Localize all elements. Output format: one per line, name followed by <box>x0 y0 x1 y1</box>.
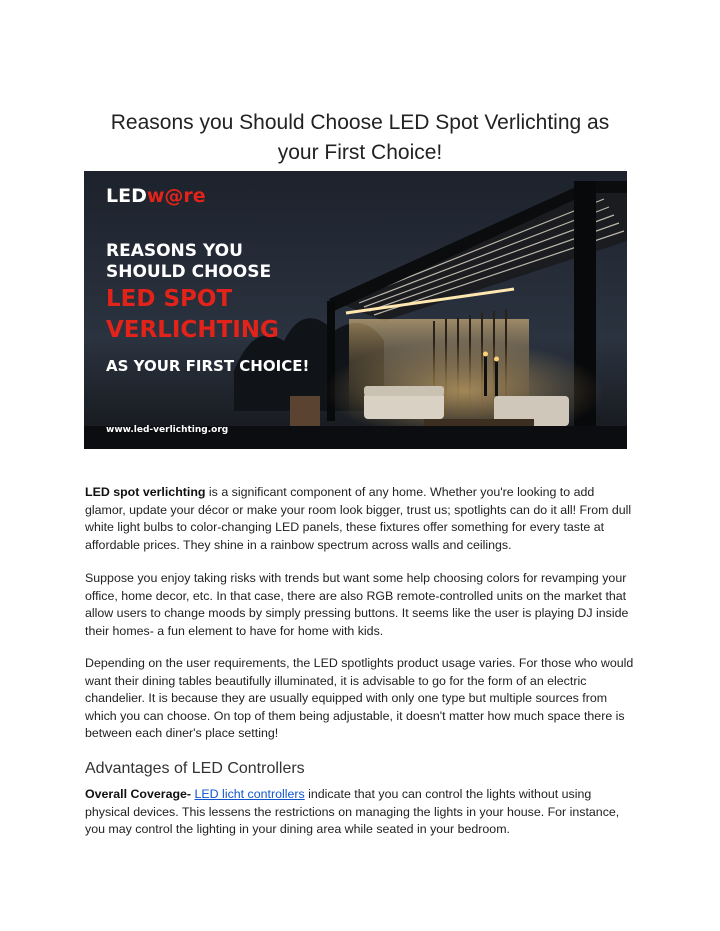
banner-line-3: LED SPOT <box>106 286 233 312</box>
title-line-1: Reasons you Should Choose LED Spot Verlichting as <box>110 111 610 134</box>
paragraph-intro <box>85 484 635 554</box>
paragraph-rgb: Suppose you enjoy taking risks with trends but want some help choosing colors for revamping your office, home decor, etc. In that case, there are also RGB remote-controlled units on the market that allow users to change moods by simply pressing buttons. It seems like the user is playing DJ inside their homes- a fun element to have for home with kids. <box>85 571 629 638</box>
banner-line-2: SHOULD CHOOSE <box>106 262 272 282</box>
banner-url: www.led-verlichting.org <box>106 425 229 435</box>
led-controllers-link[interactable]: LED licht controllers <box>194 787 305 801</box>
paragraph-intro-text: is a significant component of any home. Whether you're looking to add glamor, update your décor or make your room look bigger, trust us; spotlights can do it all! From dull white light bulbs to color-changing LED panels, these fixtures offer something for every taste at affordable prices. They shine in a rainbow spectrum across walls and ceilings. <box>85 485 632 552</box>
paragraph-usage: Depending on the user requirements, the LED spotlights product usage varies. For those who would want their dining tables beautifully illuminated, it is advisable to go for the form of an electric chandelier. It is because they are usually equipped with only one type but multiple sources from which you can choose. On top of them being adjustable, it doesn't matter how much space there is between each diner's place setting! <box>85 656 634 740</box>
paragraph-coverage <box>85 786 635 839</box>
banner-line-4: VERLICHTING <box>106 317 279 343</box>
banner-line-1: REASONS YOU <box>106 241 243 261</box>
banner-logo-accent: w@re <box>146 185 206 207</box>
hero-banner-image <box>84 171 627 449</box>
paragraph-coverage-text: indicate that you can control the lights without using physical devices. This lessens the restrictions on managing the lights in your house. For instance, you may control the lighting in your dining area while seated in your bedroom. <box>85 787 620 836</box>
paragraph-coverage-bold: Overall Coverage- <box>85 787 192 801</box>
banner-logo <box>106 185 206 207</box>
banner-logo-main: LED <box>106 185 147 207</box>
banner-line-5: AS YOUR FIRST CHOICE! <box>106 357 310 375</box>
page-title <box>60 108 660 168</box>
paragraph-intro-bold: LED spot verlichting <box>85 485 206 499</box>
title-line-2: your First Choice! <box>277 141 443 164</box>
section-heading: Advantages of LED Controllers <box>85 760 305 777</box>
